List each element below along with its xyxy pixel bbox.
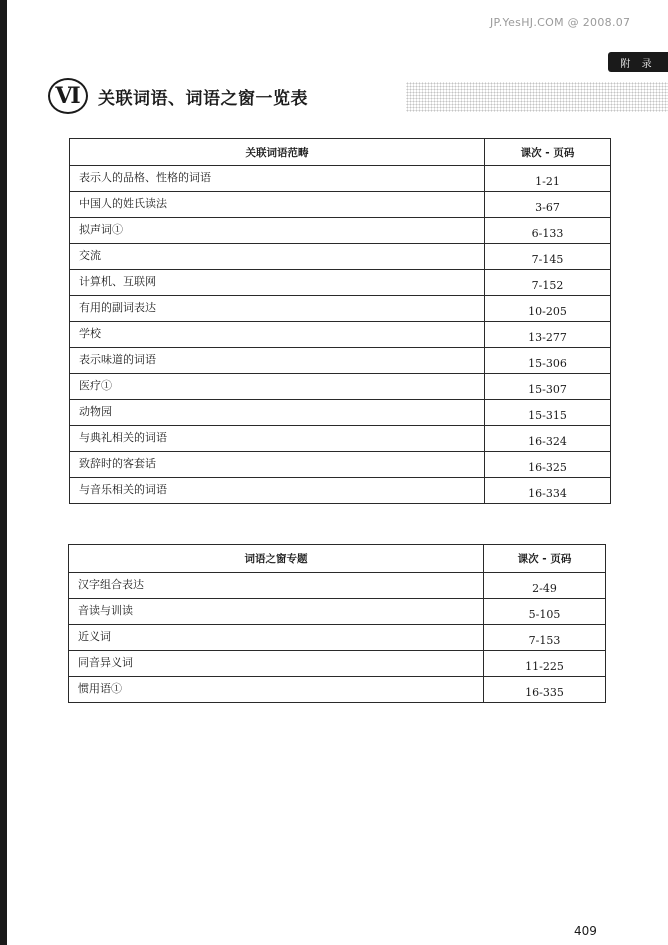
page-ref-text: 1-21	[535, 175, 560, 188]
category-cell	[70, 166, 485, 192]
table-row	[70, 374, 611, 400]
page-ref-text: 11-225	[525, 660, 564, 673]
table-row	[69, 651, 606, 677]
page-cell	[485, 322, 611, 348]
page-cell	[484, 625, 606, 651]
category-cell	[70, 426, 485, 452]
page-ref-text: 15-307	[528, 383, 567, 396]
page-ref-text: 5-105	[528, 608, 561, 621]
category-text: 表示人的品格、性格的词语	[79, 170, 211, 184]
table-row	[69, 625, 606, 651]
category-text: 拟声词①	[79, 222, 123, 236]
category-cell	[70, 296, 485, 322]
page-ref-text: 16-335	[525, 686, 564, 699]
table-row	[70, 426, 611, 452]
page-number: 409	[574, 924, 597, 938]
category-text: 音读与训读	[78, 603, 133, 617]
page-cell	[485, 270, 611, 296]
section-title: 关联词语、词语之窗一览表	[98, 89, 308, 109]
page-ref-text: 15-315	[528, 409, 567, 422]
page-ref-text: 10-205	[528, 305, 567, 318]
page-ref-text: 2-49	[532, 582, 557, 595]
section-numeral: Ⅵ	[48, 78, 88, 114]
page-ref-text: 7-152	[531, 279, 564, 292]
category-cell	[70, 192, 485, 218]
title-decoration	[406, 82, 668, 112]
page-cell	[485, 452, 611, 478]
category-cell	[70, 400, 485, 426]
category-text: 与音乐相关的词语	[79, 482, 167, 496]
category-cell	[69, 677, 484, 703]
page-cell	[485, 244, 611, 270]
page-cell	[485, 478, 611, 504]
table-row	[70, 452, 611, 478]
page-ref-text: 3-67	[535, 201, 560, 214]
page-ref-text: 13-277	[528, 331, 567, 344]
category-cell	[70, 218, 485, 244]
page-cell	[484, 677, 606, 703]
category-text: 学校	[79, 326, 101, 340]
category-cell	[69, 651, 484, 677]
page-ref-text: 16-334	[528, 487, 567, 500]
category-cell	[70, 322, 485, 348]
category-cell	[69, 625, 484, 651]
category-text: 计算机、互联网	[79, 274, 156, 288]
column-header-page: 课次 - 页码	[484, 545, 606, 573]
table-row	[70, 348, 611, 374]
table-row	[70, 244, 611, 270]
table-row	[70, 296, 611, 322]
page-cell	[484, 599, 606, 625]
table-row	[70, 400, 611, 426]
table-row	[69, 677, 606, 703]
category-text: 表示味道的词语	[79, 352, 156, 366]
table-row	[69, 599, 606, 625]
category-cell	[70, 270, 485, 296]
category-text: 致辞时的客套话	[79, 456, 156, 470]
category-text: 近义词	[78, 629, 111, 643]
page-cell	[485, 426, 611, 452]
table-row	[70, 322, 611, 348]
page-cell	[485, 296, 611, 322]
category-text: 交流	[79, 248, 101, 262]
category-cell	[69, 573, 484, 599]
appendix-tab: 附 录	[608, 52, 668, 72]
page-ref-text: 6-133	[531, 227, 564, 240]
category-text: 汉字组合表达	[78, 577, 144, 591]
page-cell	[485, 218, 611, 244]
column-header-category: 关联词语范畴	[70, 139, 485, 166]
category-text: 有用的副词表达	[79, 300, 156, 314]
word-window-table	[68, 544, 606, 703]
page-cell	[484, 651, 606, 677]
table-row	[70, 270, 611, 296]
category-cell	[69, 599, 484, 625]
page-ref-text: 7-145	[531, 253, 564, 266]
category-cell	[70, 478, 485, 504]
page-ref-text: 16-324	[528, 435, 567, 448]
category-text: 同音异义词	[78, 655, 133, 669]
page-cell	[485, 166, 611, 192]
page-ref-text: 15-306	[528, 357, 567, 370]
page-cell	[485, 374, 611, 400]
page-cell	[485, 400, 611, 426]
category-text: 中国人的姓氏读法	[79, 196, 167, 210]
category-text: 与典礼相关的词语	[79, 430, 167, 444]
table-row	[70, 478, 611, 504]
page-cell	[484, 573, 606, 599]
section-header	[48, 76, 638, 116]
category-cell	[70, 452, 485, 478]
column-header-category: 词语之窗专题	[69, 545, 484, 573]
category-cell	[70, 348, 485, 374]
column-header-page: 课次 - 页码	[485, 139, 611, 166]
page-cell	[485, 348, 611, 374]
watermark: JP.YesHJ.COM @ 2008.07	[490, 16, 631, 29]
table-row	[70, 192, 611, 218]
table-row	[69, 573, 606, 599]
category-cell	[70, 374, 485, 400]
related-words-table	[69, 138, 611, 504]
page-ref-text: 7-153	[528, 634, 561, 647]
table-row	[70, 218, 611, 244]
category-cell	[70, 244, 485, 270]
category-text: 惯用语①	[78, 681, 122, 695]
page-edge-bar	[0, 0, 7, 945]
page-cell	[485, 192, 611, 218]
category-text: 动物园	[79, 404, 112, 418]
page-ref-text: 16-325	[528, 461, 567, 474]
table-row	[70, 166, 611, 192]
category-text: 医疗①	[79, 378, 112, 392]
